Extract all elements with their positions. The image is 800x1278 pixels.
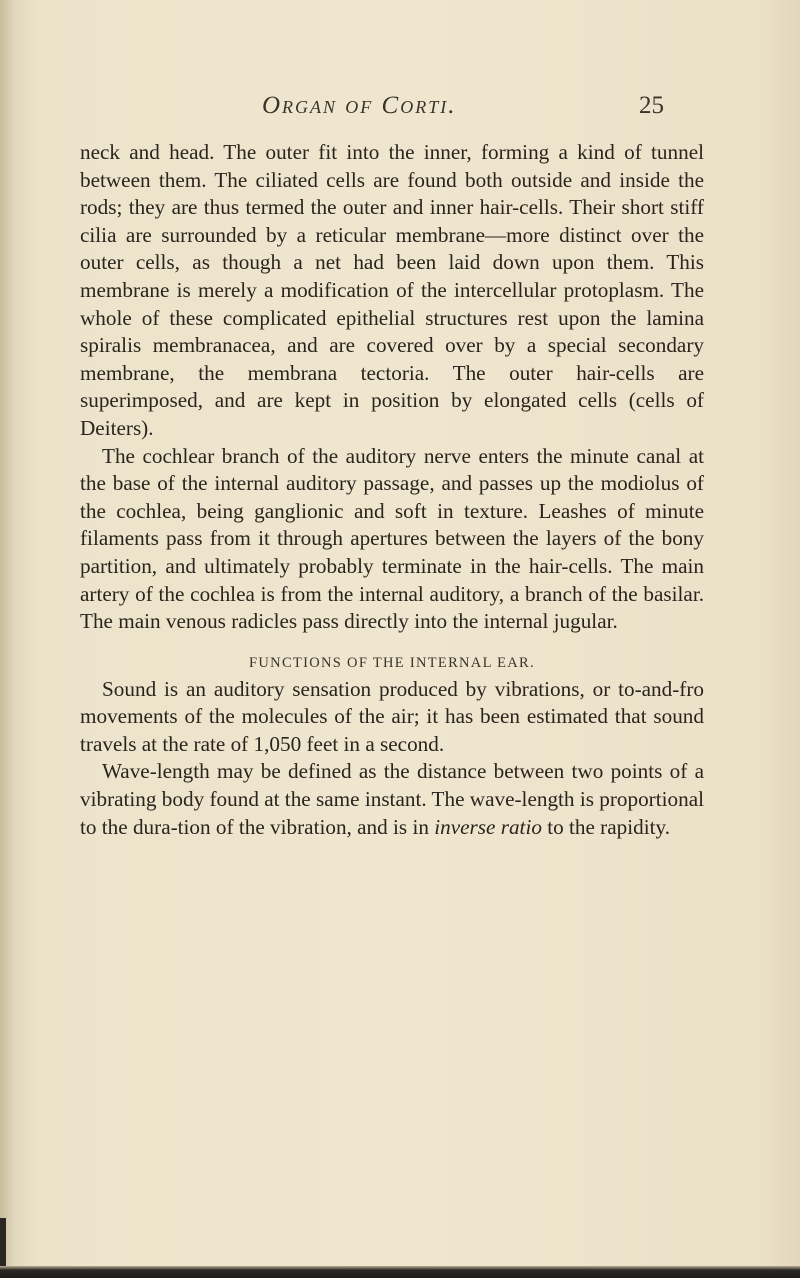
paragraph-4 xyxy=(80,758,704,841)
gutter-shadow xyxy=(0,0,14,1278)
running-head xyxy=(80,92,720,128)
paragraph-4-text: Wave-length may be defined as the distance between two points of a vibrating body found at the same instant. The wave-length is proportional to the dura-tion of the vibration, and is in xyxy=(80,759,704,839)
paragraph-1: neck and head. The outer fit into the inner, forming a kind of tunnel between them. The ciliated cells are found both outside and inside the rods; they are thus termed the outer and inner hair-cells. Their short stiff cilia are surrounded by a reticular membrane—more distinct over the outer cells, as though a net had been laid down upon them. This membrane is merely a modification of the intercellular protoplasm. The whole of these complicated epithelial structures rest upon the lamina spiralis membranacea, and are covered over by a special secondary membrane, the membrana tectoria. The outer hair-cells are superimposed, and are kept in position by elongated cells (cells of Deiters). xyxy=(80,140,704,440)
paragraph-2: The cochlear branch of the auditory nerve enters the minute canal at the base of the internal auditory passage, and passes up the modiolus of the cochlea, being ganglionic and soft in texture. Leashes of minute filaments pass from it through apertures between the layers of the bony partition, and ultimately probably terminate in the hair-cells. The main artery of the cochlea is from the internal auditory, a branch of the basilar. The main venous radicles pass directly into the internal jugular. xyxy=(80,443,704,634)
paragraph-3: Sound is an auditory sensation produced by vibrations, or to-and-fro movements of the molecules of the air; it has been estimated that sound travels at the rate of 1,050 feet in a second. xyxy=(80,676,704,756)
page-number: 25 xyxy=(639,92,664,119)
paragraph-4-italic: inverse ratio xyxy=(434,814,542,839)
body-text xyxy=(80,139,704,841)
page-bottom-edge xyxy=(0,1266,800,1278)
section-heading: FUNCTIONS OF THE INTERNAL EAR. xyxy=(249,654,535,671)
paragraph-4-end: to the rapidity. xyxy=(541,814,670,839)
running-title: Organ of Corti. xyxy=(262,92,457,119)
